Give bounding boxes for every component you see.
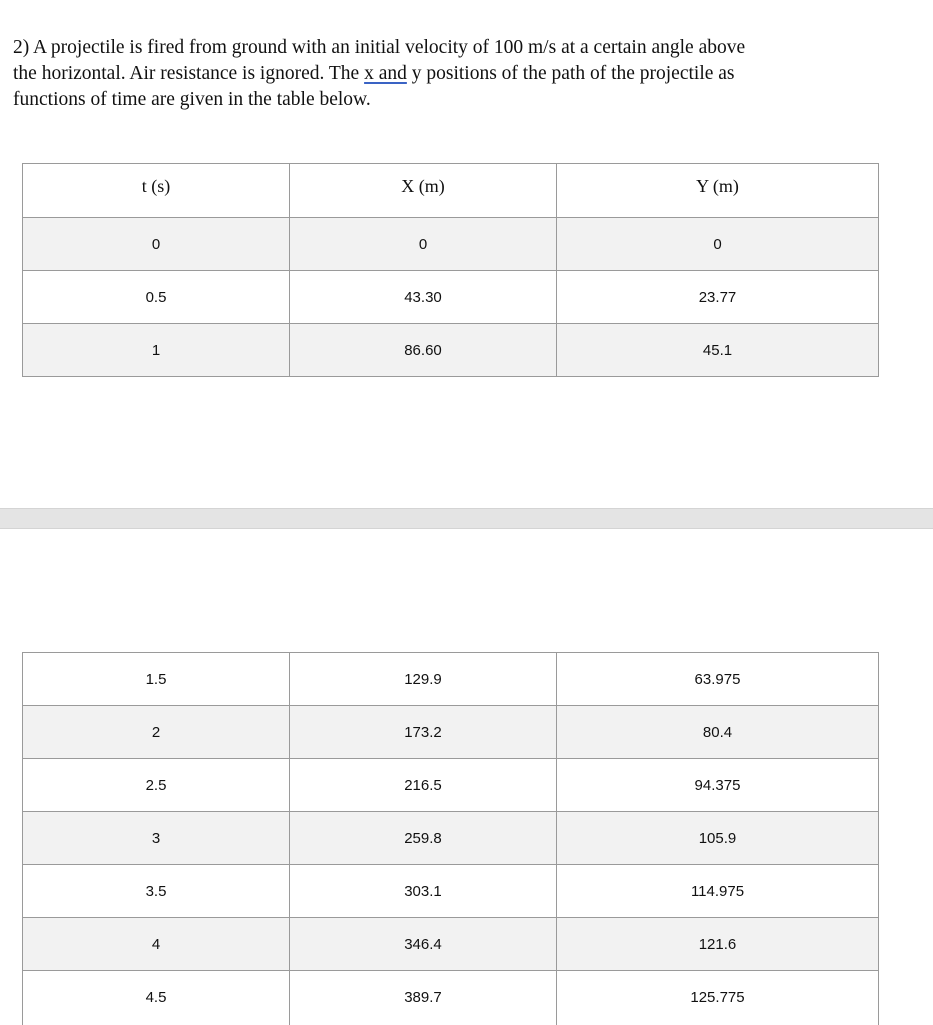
cell-x: 129.9 [290,653,557,706]
table-row [23,812,879,865]
cell-y: 94.375 [557,759,879,812]
cell-x: 0 [290,218,557,271]
problem-line-1: 2) A projectile is fired from ground with an initial velocity of 100 m/s at a certain angle above [13,37,746,58]
cell-time: 1 [23,324,290,377]
cell-time: 3.5 [23,865,290,918]
problem-line-2-start: the horizontal. Air resistance is ignored. The [13,63,365,84]
cell-y: 80.4 [557,706,879,759]
cell-x: 216.5 [290,759,557,812]
cell-y: 105.9 [557,812,879,865]
position-table-page-2 [22,652,879,1025]
page-break-divider [0,508,933,529]
cell-y: 63.975 [557,653,879,706]
cell-x: 173.2 [290,706,557,759]
cell-x: 389.7 [290,971,557,1025]
cell-time: 4 [23,918,290,971]
spellcheck-underlined-text: x and [364,63,407,84]
problem-line-2 [13,61,913,87]
cell-time: 4.5 [23,971,290,1025]
table-row [23,865,879,918]
cell-y: 0 [557,218,879,271]
problem-statement [13,35,913,113]
cell-x: 303.1 [290,865,557,918]
cell-x: 346.4 [290,918,557,971]
table-header-row [23,164,879,218]
cell-time: 2.5 [23,759,290,812]
table-row [23,271,879,324]
header-x: X (m) [290,164,557,218]
table-row [23,324,879,377]
cell-y: 23.77 [557,271,879,324]
header-y: Y (m) [557,164,879,218]
cell-y: 125.775 [557,971,879,1025]
position-table-page-1 [22,163,879,377]
cell-x: 86.60 [290,324,557,377]
header-time: t (s) [23,164,290,218]
table-row [23,218,879,271]
cell-time: 1.5 [23,653,290,706]
table-row [23,971,879,1025]
table-row [23,918,879,971]
problem-line-3: functions of time are given in the table below. [13,89,371,110]
cell-time: 3 [23,812,290,865]
cell-x: 43.30 [290,271,557,324]
cell-time: 2 [23,706,290,759]
cell-y: 45.1 [557,324,879,377]
cell-y: 114.975 [557,865,879,918]
cell-time: 0.5 [23,271,290,324]
cell-x: 259.8 [290,812,557,865]
table-row [23,759,879,812]
table-row [23,706,879,759]
problem-line-2-end: y positions of the path of the projectile as [406,63,735,84]
cell-time: 0 [23,218,290,271]
table-row [23,653,879,706]
cell-y: 121.6 [557,918,879,971]
